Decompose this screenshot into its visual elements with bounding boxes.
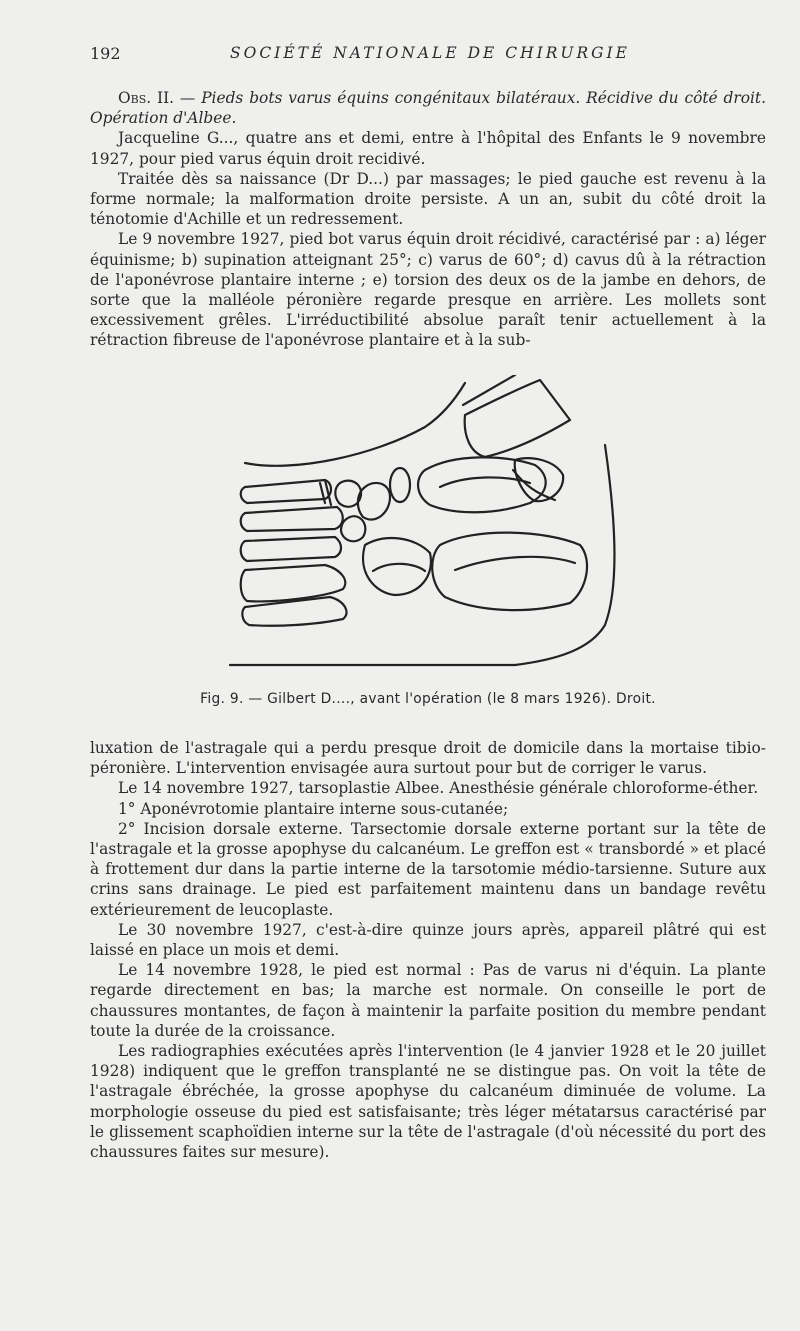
foot-dorsal-outline (245, 383, 465, 466)
paragraph: 1° Aponévrotomie plantaire interne sous-cutanée; (118, 799, 509, 818)
paragraph: Le 9 novembre 1927, pied bot varus équin droit récidivé, caractérisé par : a) léger équinisme; b) supination atteignant 25°; c) varus de 60°; d) cavus dû à la rétraction de l'aponévrose plantaire interne ; e) torsion des deux os de la jambe en dehors, de sorte que la malléole péronière regarde presque en arrière. Les mollets sont excessivement grêles. L'irréductibilité absolue paraît tenir actuellement à la rétraction fibreuse de l'aponévrose plantaire et à la sub- (90, 230, 766, 350)
heel-outline (230, 445, 614, 665)
observation-heading (90, 88, 766, 128)
metatarsal-bone (241, 507, 343, 531)
cuneiform-bone (335, 481, 361, 507)
bone-outline-drawing (225, 375, 625, 680)
paragraph: Le 30 novembre 1927, c'est-à-dire quinze jours après, appareil plâtré qui est laissé en place un mois et demi. (90, 920, 766, 960)
metatarsal-bone (241, 565, 346, 601)
paragraph: Traitée dès sa naissance (Dr D...) par massages; le pied gauche est revenu à la forme normale; la malformation droite persiste. A un an, subit du côté droit la ténotomie d'Achille et un redressement. (90, 169, 766, 229)
paragraph: 2° Incision dorsale externe. Tarsectomie dorsale externe portant sur la tête de l'astragale et la grosse apophyse du calcanéum. Le greffon est « transbordé » et placé à frottement dur dans la partie interne de la tarsotomie médio-tarsienne. Suture aux crins sans drainage. Le pied est parfaitement maintenu dans un bandage revêtu extérieurement de leucoplaste. (90, 819, 766, 919)
paragraph: Le 14 novembre 1928, le pied est normal : Pas de varus ni d'équin. La plante regarde directement en bas; la marche est normale. On conseille le port de chaussures montantes, de façon à maintenir la parfaite position du membre pendant toute la durée de la croissance. (90, 961, 766, 1040)
metatarsal-bone (241, 480, 331, 503)
observation-label: Obs. II. (118, 89, 175, 107)
page-number: 192 (90, 44, 121, 63)
top-text-block (90, 88, 766, 351)
calcaneus-inner-line (455, 557, 575, 570)
leg-outline (463, 375, 515, 405)
cuboid-bone (363, 538, 431, 595)
cuboid-inner-line (373, 564, 425, 571)
page-header (90, 44, 770, 68)
paragraph: Le 14 novembre 1927, tarsoplastie Albee. Anesthésie générale chloroforme-éther. (118, 779, 759, 798)
paragraph: Les radiographies exécutées après l'intervention (le 4 janvier 1928 et le 20 juillet 1928) indiquent que le greffon transplanté ne se distingue pas. On voit la tête de l'astragale ébréchée, la grosse apophyse du calcanéum diminuée de volume. La morphologie osseuse du pied est satisfaisante; très léger métatarsus caractérisé par le glissement scaphoïdien interne sur la tête de l'astragale (d'où nécessité du port des chaussures faites sur mesure). (90, 1042, 766, 1162)
cuneiform-bone (341, 516, 365, 541)
metatarsal-bone (241, 537, 341, 561)
paragraph: luxation de l'astragale qui a perdu presque droit de domicile dans la mortaise tibio-péronière. L'intervention envisagée aura surtout pour but de corriger le varus. (90, 739, 766, 778)
bottom-text-block (90, 738, 766, 1162)
paragraph: Jacqueline G..., quatre ans et demi, entre à l'hôpital des Enfants le 9 novembre 1927, pour pied varus équin droit recidivé. (90, 129, 766, 168)
tibia-bone (465, 380, 570, 457)
calcaneus-bone (432, 533, 587, 611)
cuneiform-bone (358, 483, 390, 520)
navicular-bone (390, 468, 410, 502)
foot-radiograph-drawing (225, 375, 625, 680)
observation-title: — Pieds bots varus équins congénitaux bilatéraux. Récidive du côté droit. Opération d'Albee. (90, 89, 766, 128)
figure-caption: Fig. 9. — Gilbert D...., avant l'opération (le 8 mars 1926). Droit. (200, 691, 656, 707)
running-head: SOCIÉTÉ NATIONALE DE CHIRURGIE (230, 44, 630, 62)
